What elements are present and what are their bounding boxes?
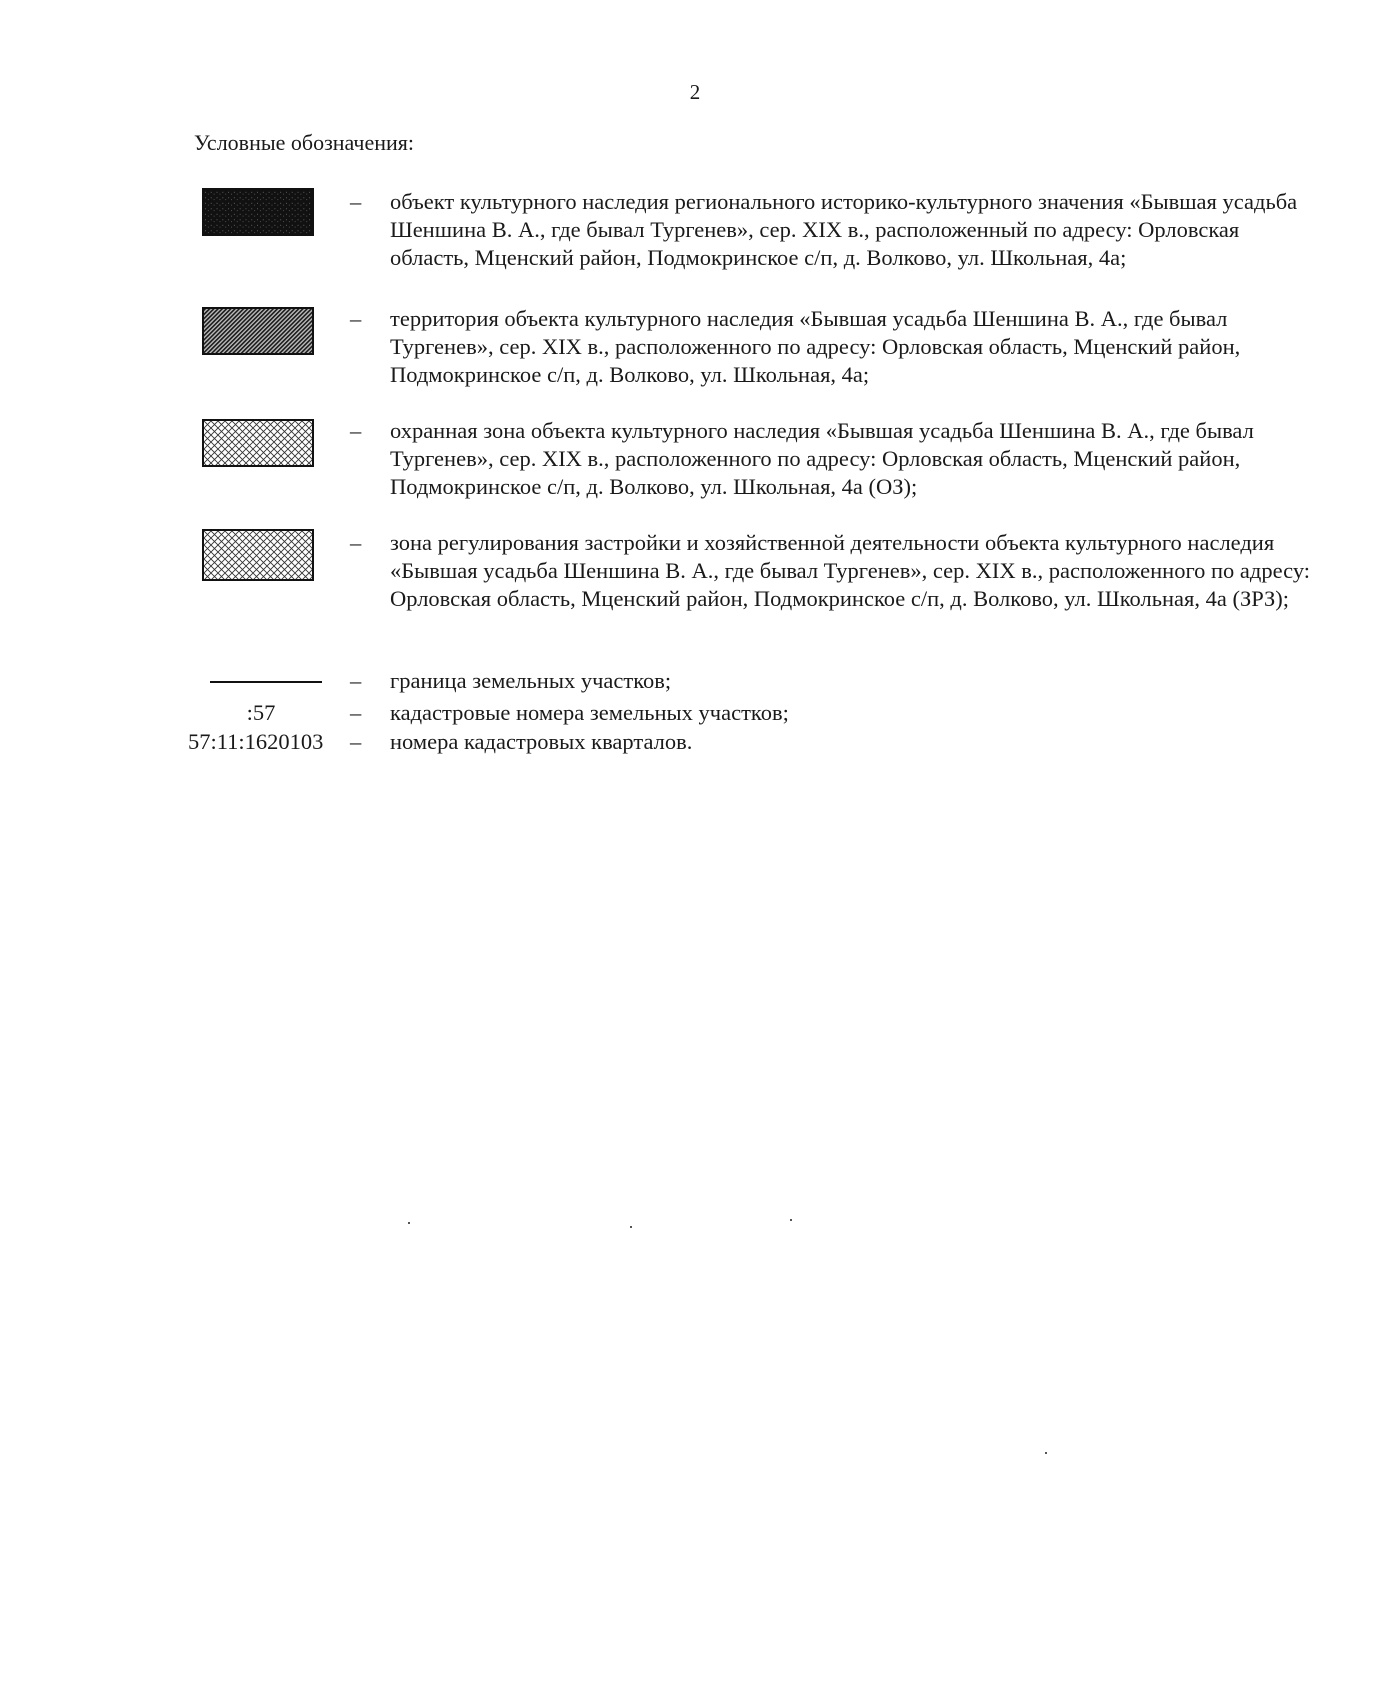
legend-dash: – [350,418,362,443]
legend-title: Условные обозначения: [194,130,415,155]
legend-swatch-cross-hatch [202,419,314,467]
legend-item-text: объект культурного наследия регионального историко-культурного значения «Бывшая усадьба Шеншина В. А., где бывал Тургенев», сер. XIX в., расположенный по адресу: Орловская область, Мценский район, Подмокринское с/п, д. Волково, ул. Школьная, 4а; [390,189,1298,270]
legend-key-text: 57:11:1620103 [188,729,324,754]
legend-swatch-diagonal-hatch [202,307,314,355]
scan-speck [408,1222,410,1224]
legend-item-text: охранная зона объекта культурного наследия «Бывшая усадьба Шеншина В. А., где бывал Тургенев», сер. XIX в., расположенного по адресу: Орловская область, Мценский район, Подмокринское с/п, д. Волково, ул. Школьная, 4а (ОЗ); [390,418,1254,499]
legend-item-cadastral-numbers [194,699,1134,727]
page-number: 2 [689,80,701,104]
legend-item-cadastral-quarters [188,728,1134,756]
legend-dash: – [350,530,362,555]
legend-item-text: территория объекта культурного наследия «Бывшая усадьба Шеншина В. А., где бывал Тургенев», сер. XIX в., расположенного по адресу: Орловская область, Мценский район, Подмокринское с/п, д. Волково, ул. Школьная, 4а; [390,306,1241,387]
legend-item-regulation-zone [194,529,1311,669]
legend-item-object [194,188,1298,308]
legend-swatch-cross-hatch [202,529,314,581]
legend-dash: – [350,189,362,214]
scan-speck [630,1226,632,1228]
legend-line-key [210,681,322,683]
scan-speck [1045,1452,1047,1454]
legend-dash: – [350,306,362,331]
legend-item-boundary [194,667,1134,695]
legend-item-text: номера кадастровых кварталов. [390,729,693,754]
legend-key-text: :57 [246,700,276,725]
legend-item-territory [194,305,1241,417]
legend-item-text: кадастровые номера земельных участков; [390,700,789,725]
legend-item-text: зона регулирования застройки и хозяйственной деятельности объекта культурного наследия «Бывшая усадьба Шеншина В. А., где бывал Тургенев», сер. XIX в., расположенного по адресу: Орловская область, Мценский район, Подмокринское с/п, д. Волково, ул. Школьная, 4а (ЗРЗ); [390,530,1311,611]
legend-swatch-solid [202,188,314,236]
legend-dash: – [350,700,362,725]
legend-dash: – [350,729,362,754]
scan-speck [790,1219,792,1221]
legend-item-protection-zone [194,417,1254,529]
legend-dash: – [350,668,362,693]
legend-item-text: граница земельных участков; [390,668,672,693]
